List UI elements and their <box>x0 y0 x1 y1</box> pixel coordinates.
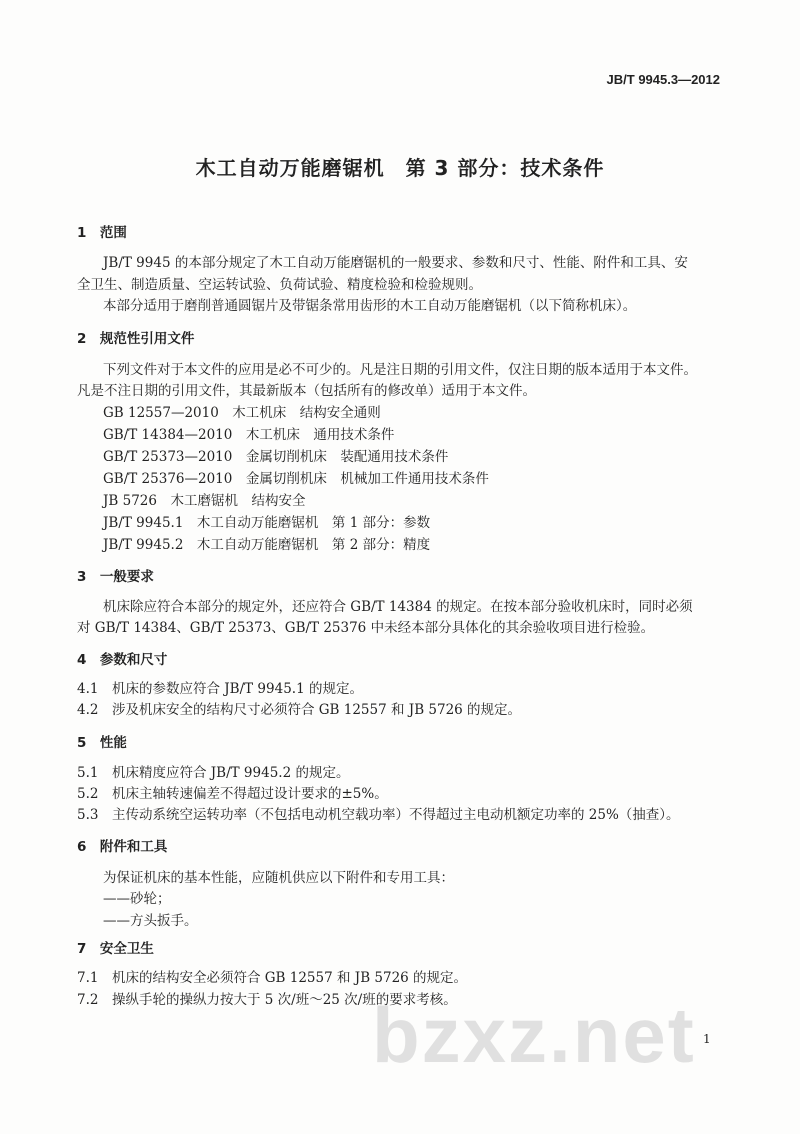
page-number: 1 <box>703 1032 711 1046</box>
clause: 4.2 涉及机床安全的结构尺寸必须符合 GB 12557 和 JB 5726 的规定。 <box>77 702 522 718</box>
document-title: 木工自动万能磨锯机 第 3 部分：技术条件 <box>195 156 605 180</box>
clause: 4.1 机床的参数应符合 JB/T 9945.1 的规定。 <box>77 681 363 697</box>
paragraph: JB/T 9945 的本部分规定了木工自动万能磨锯机的一般要求、参数和尺寸、性能、附件和工具、安 <box>103 255 688 271</box>
clause: 7.2 操纵手轮的操纵力按大于 5 次/班～25 次/班的要求考核。 <box>77 992 457 1008</box>
paragraph: 为保证机床的基本性能，应随机供应以下附件和专用工具： <box>103 870 454 886</box>
paragraph: 全卫生、制造质量、空运转试验、负荷试验、精度检验和检验规则。 <box>77 277 482 293</box>
reference-item: JB 5726 木工磨锯机 结构安全 <box>103 493 306 509</box>
paragraph: 对 GB/T 14384、GB/T 25373、GB/T 25376 中未经本部分具体化的其余验收项目进行检验。 <box>77 620 655 636</box>
clause: 5.2 机床主轴转速偏差不得超过设计要求的±5%。 <box>77 786 388 802</box>
paragraph: 凡是不注日期的引用文件，其最新版本（包括所有的修改单）适用于本文件。 <box>77 383 536 399</box>
section-2-heading: 2 规范性引用文件 <box>77 331 195 347</box>
standard-number: JB/T 9945.3—2012 <box>606 72 720 87</box>
paragraph: 机床除应符合本部分的规定外，还应符合 GB/T 14384 的规定。在按本部分验收机床时，同时必须 <box>103 599 693 615</box>
reference-item: GB/T 25376—2010 金属切削机床 机械加工件通用技术条件 <box>103 471 489 487</box>
paragraph: 本部分适用于磨削普通圆锯片及带锯条常用齿形的木工自动万能磨锯机（以下简称机床）。 <box>103 298 637 314</box>
paragraph: 下列文件对于本文件的应用是必不可少的。凡是注日期的引用文件，仅注日期的版本适用于本文件。 <box>103 362 697 378</box>
reference-item: JB/T 9945.1 木工自动万能磨锯机 第 1 部分：参数 <box>103 515 431 531</box>
reference-item: GB 12557—2010 木工机床 结构安全通则 <box>103 405 381 421</box>
clause: 7.1 机床的结构安全必须符合 GB 12557 和 JB 5726 的规定。 <box>77 970 468 986</box>
reference-item: JB/T 9945.2 木工自动万能磨锯机 第 2 部分：精度 <box>103 537 431 553</box>
section-7-heading: 7 安全卫生 <box>77 941 154 957</box>
clause: 5.1 机床精度应符合 JB/T 9945.2 的规定。 <box>77 765 350 781</box>
section-1-heading: 1 范围 <box>77 225 127 241</box>
list-item: ——方头扳手。 <box>103 913 198 929</box>
reference-item: GB/T 14384—2010 木工机床 通用技术条件 <box>103 427 395 443</box>
section-5-heading: 5 性能 <box>77 735 127 751</box>
section-3-heading: 3 一般要求 <box>77 569 154 585</box>
watermark: bzxz.net <box>372 991 696 1079</box>
reference-item: GB/T 25373—2010 金属切削机床 装配通用技术条件 <box>103 449 449 465</box>
section-6-heading: 6 附件和工具 <box>77 839 168 855</box>
clause: 5.3 主传动系统空运转功率（不包括电动机空载功率）不得超过主电动机额定功率的 25%（抽查）。 <box>77 807 680 823</box>
list-item: ——砂轮； <box>103 891 171 907</box>
section-4-heading: 4 参数和尺寸 <box>77 652 168 668</box>
